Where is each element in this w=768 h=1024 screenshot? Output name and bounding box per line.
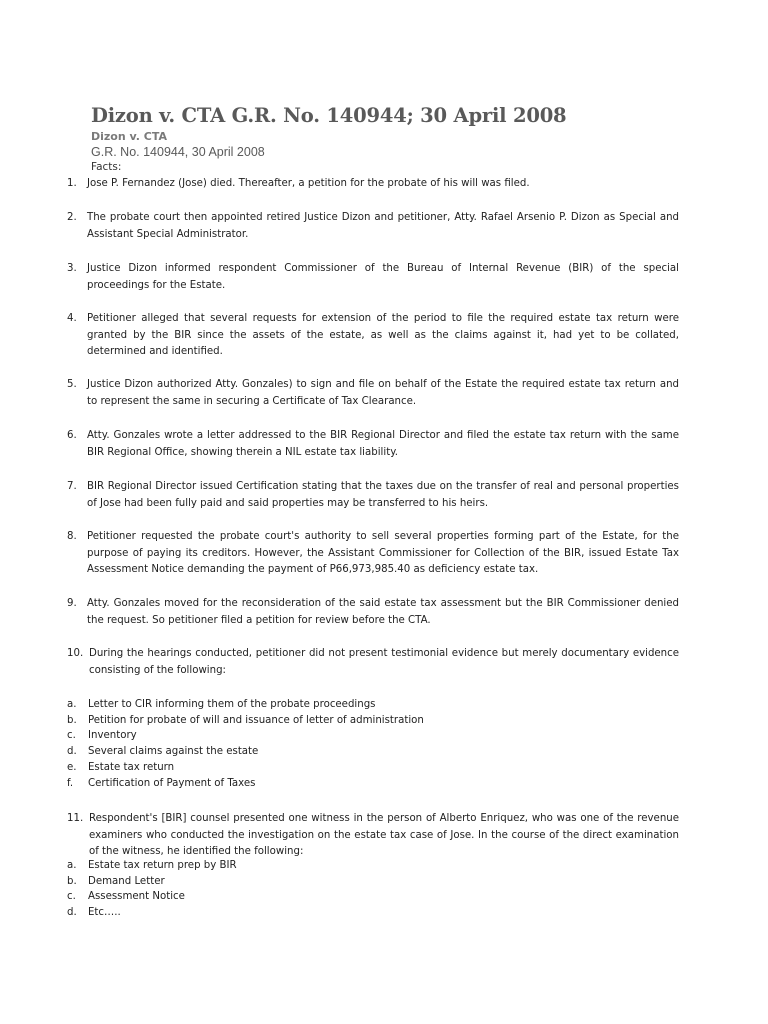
list-text: Letter to CIR informing them of the probate proceedings	[88, 699, 376, 710]
fact-number: 1.	[67, 178, 77, 189]
document-title: Dizon v. CTA G.R. No. 140944; 30 April 2008	[91, 104, 567, 127]
fact-text: Justice Dizon informed respondent Commissioner of the Bureau of Internal Revenue (BIR) of the special proceedings for the Estate.	[87, 263, 679, 291]
list-letter: b.	[67, 876, 77, 887]
fact-text: Petitioner alleged that several requests for extension of the period to file the required estate tax return were granted by the BIR since the assets of the estate, as well as the claims against it, had yet to be collated, determined and identified.	[87, 313, 679, 357]
fact-number: 11.	[67, 813, 84, 824]
fact-number: 10.	[67, 648, 84, 659]
list-text: Etc…..	[88, 907, 121, 918]
list-letter: c.	[67, 730, 76, 741]
fact-number: 7.	[67, 481, 77, 492]
fact-number: 4.	[67, 313, 77, 324]
fact-text: Respondent's [BIR] counsel presented one witness in the person of Alberto Enriquez, who was one of the revenue examiners who conducted the investigation on the estate tax case of Jose. In the course of the direct examination of the witness, he identified the following:	[89, 813, 679, 857]
gr-number-line: G.R. No. 140944, 30 April 2008	[91, 145, 265, 159]
fact-number: 9.	[67, 598, 77, 609]
fact-text: BIR Regional Director issued Certification stating that the taxes due on the transfer of real and personal properties of Jose had been fully paid and said properties may be transferred to his heirs.	[87, 481, 679, 509]
list-letter: b.	[67, 715, 77, 726]
list-text: Estate tax return prep by BIR	[88, 860, 237, 871]
fact-text: Atty. Gonzales moved for the reconsideration of the said estate tax assessment but the BIR Commissioner denied the request. So petitioner filed a petition for review before the CTA.	[87, 598, 679, 626]
list-letter: a.	[67, 860, 77, 871]
list-text: Demand Letter	[88, 876, 165, 887]
fact-number: 3.	[67, 263, 77, 274]
list-text: Petition for probate of will and issuance of letter of administration	[88, 715, 424, 726]
fact-number: 2.	[67, 212, 77, 223]
list-text: Several claims against the estate	[88, 746, 259, 757]
facts-label: Facts:	[91, 161, 122, 173]
fact-number: 6.	[67, 430, 77, 441]
fact-text: Atty. Gonzales wrote a letter addressed to the BIR Regional Director and filed the estate tax return with the same BIR Regional Office, showing therein a NIL estate tax liability.	[87, 430, 679, 458]
fact-text: Jose P. Fernandez (Jose) died. Thereafter, a petition for the probate of his will was filed.	[87, 178, 530, 189]
list-letter: d.	[67, 746, 77, 757]
list-letter: d.	[67, 907, 77, 918]
case-name: Dizon v. CTA	[91, 130, 168, 143]
list-text: Certification of Payment of Taxes	[88, 778, 256, 789]
fact-text: The probate court then appointed retired Justice Dizon and petitioner, Atty. Rafael Arsenio P. Dizon as Special and Assistant Special Administrator.	[87, 212, 679, 240]
fact-number: 5.	[67, 379, 77, 390]
list-letter: f.	[67, 778, 74, 789]
list-text: Estate tax return	[88, 762, 175, 773]
list-letter: a.	[67, 699, 77, 710]
fact-text: During the hearings conducted, petitioner did not present testimonial evidence but merely documentary evidence consisting of the following:	[89, 648, 679, 676]
list-text: Inventory	[88, 730, 137, 741]
fact-text: Petitioner requested the probate court's authority to sell several properties forming part of the Estate, for the purpose of paying its creditors. However, the Assistant Commissioner for Collection of the BIR, issued Estate Tax Assessment Notice demanding the payment of P66,973,985.40 as deficiency estate tax.	[87, 531, 679, 575]
list-text: Assessment Notice	[88, 891, 185, 902]
fact-text: Justice Dizon authorized Atty. Gonzales) to sign and file on behalf of the Estate the required estate tax return and to represent the same in securing a Certificate of Tax Clearance.	[87, 379, 679, 407]
list-letter: e.	[67, 762, 77, 773]
fact-number: 8.	[67, 531, 77, 542]
list-letter: c.	[67, 891, 76, 902]
